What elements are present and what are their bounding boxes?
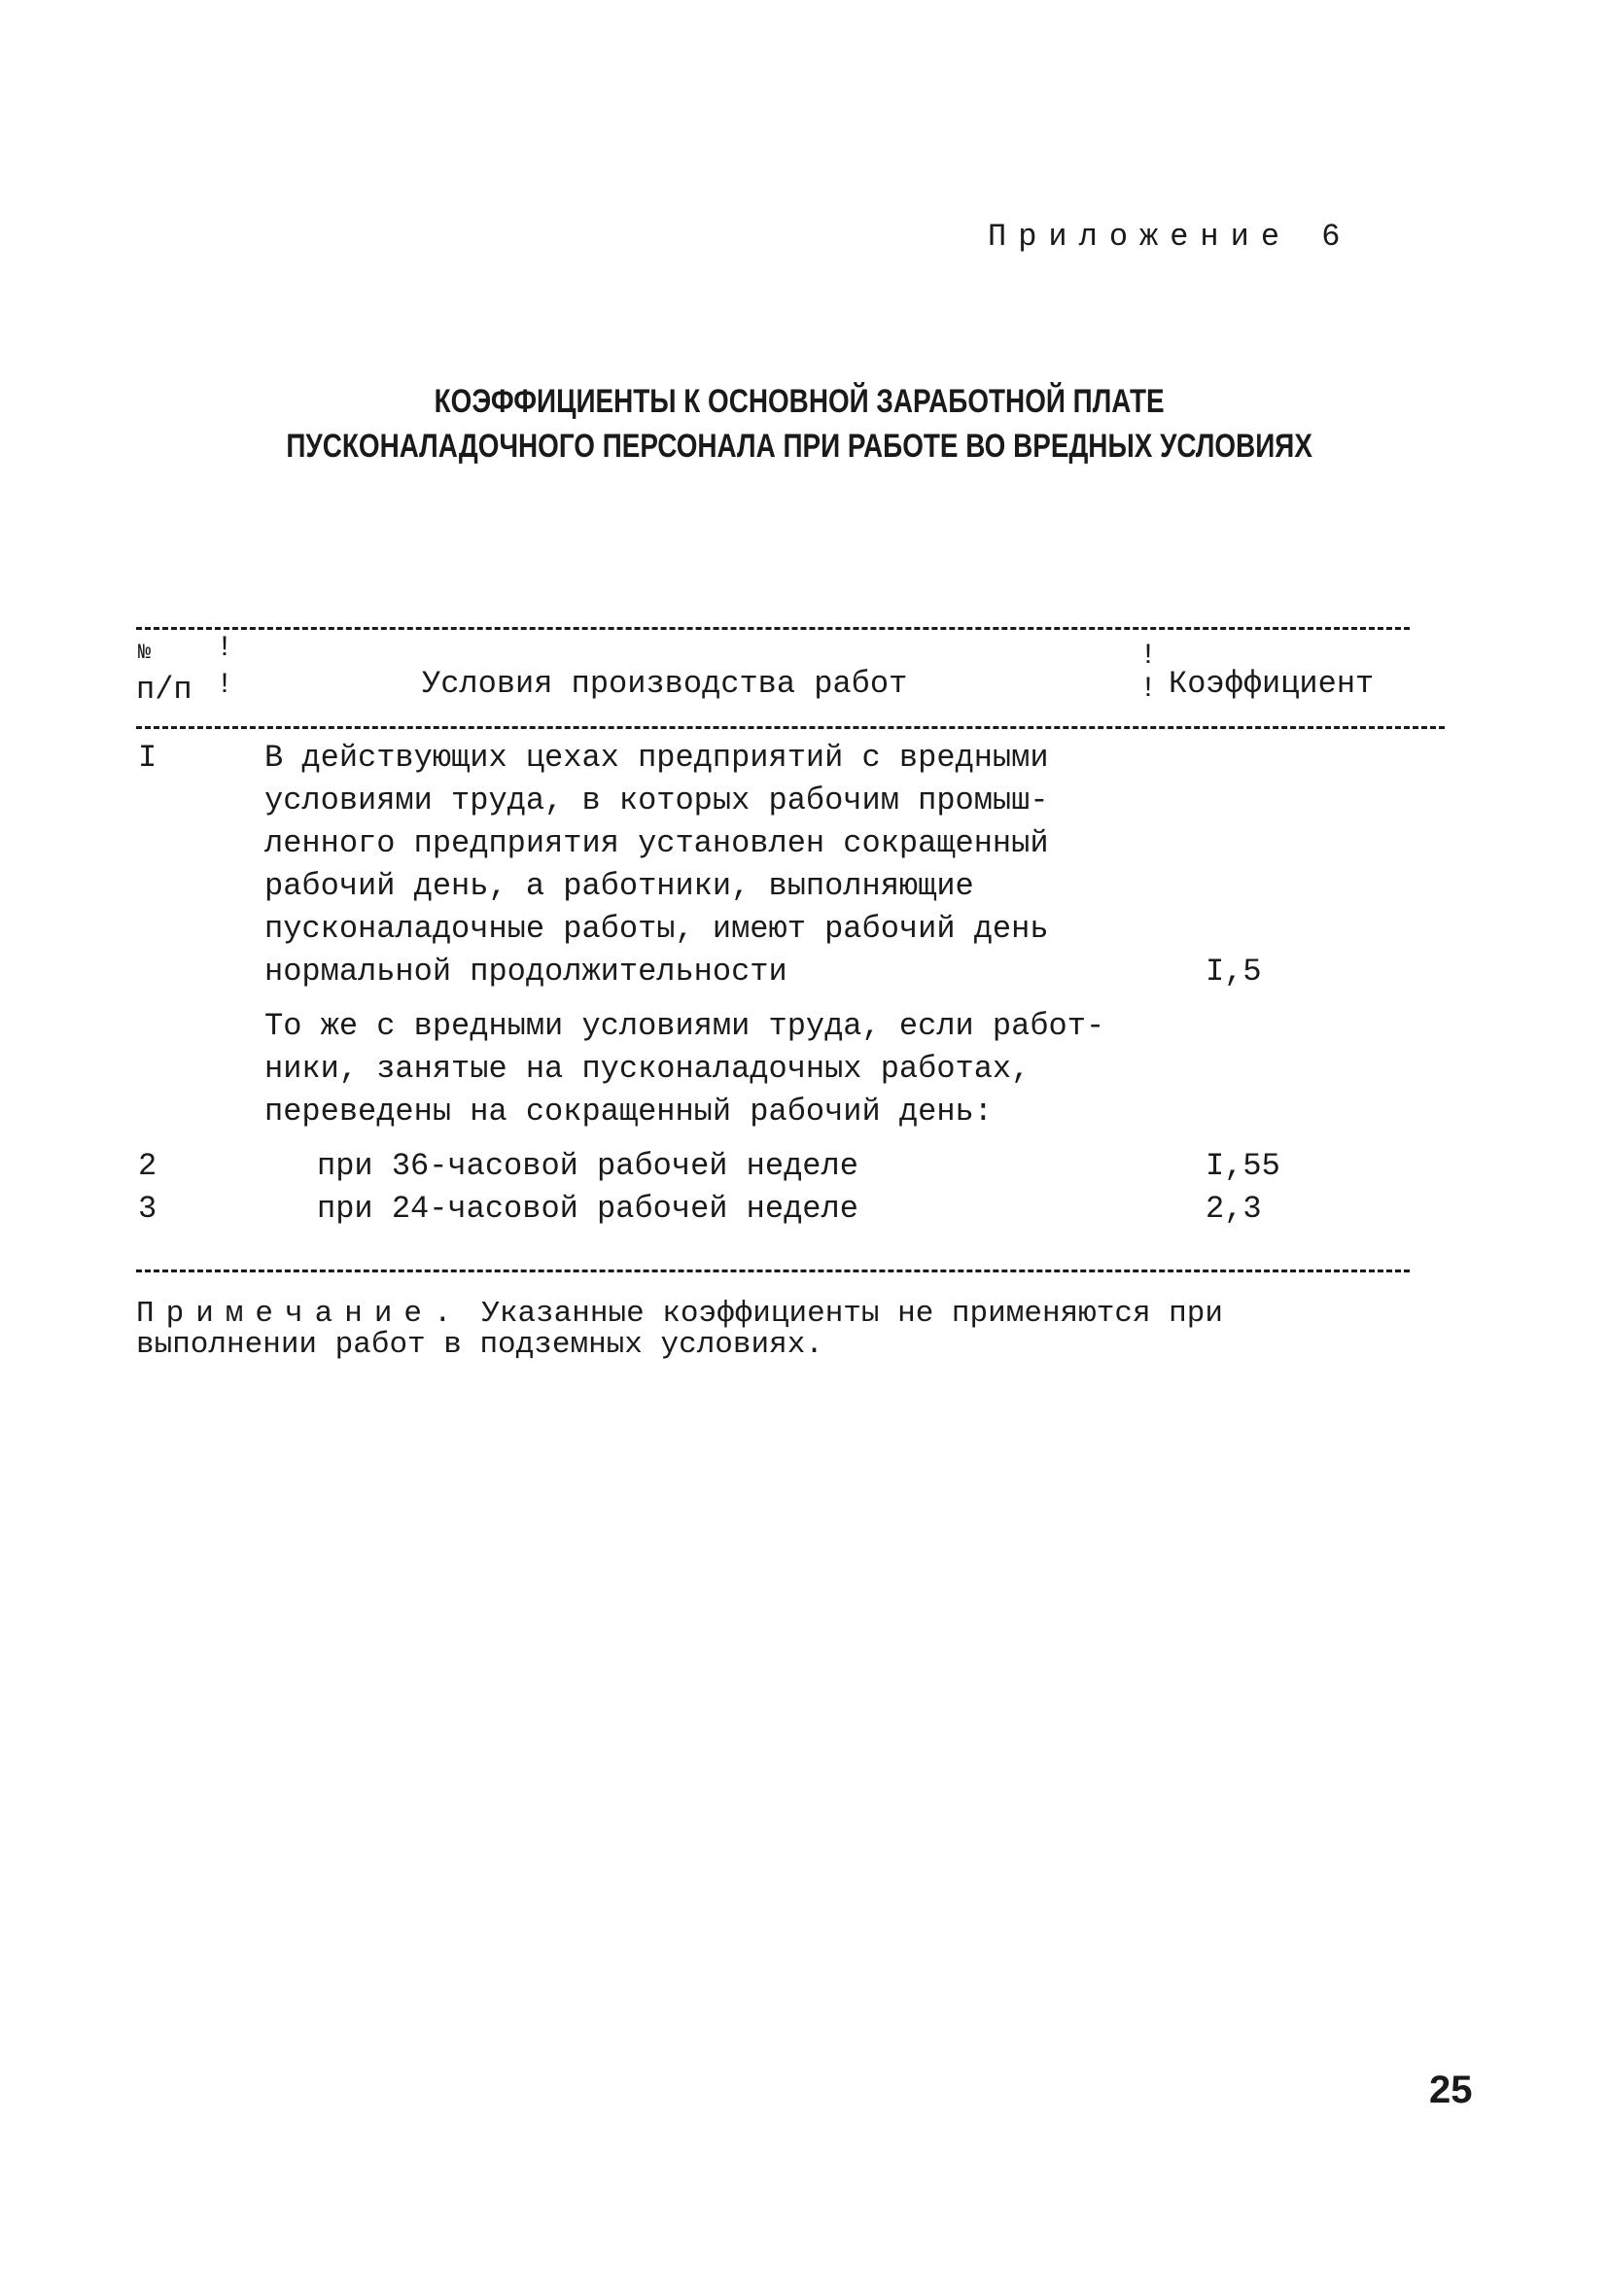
table-top-rule	[136, 627, 1410, 630]
row-coefficient: I,5	[1206, 954, 1262, 990]
row-condition-line: ники, занятые на пусконаладочных работах,	[264, 1051, 1031, 1087]
row-coefficient: I,55	[1206, 1148, 1280, 1184]
header-conditions: Условия производства работ	[422, 666, 908, 702]
row-condition-line: нормальной продолжительности	[264, 954, 787, 990]
header-separator: !	[216, 669, 234, 702]
document-title	[140, 379, 1458, 469]
header-coefficient: Коэффициент	[1169, 666, 1375, 702]
header-separator: !	[1139, 673, 1158, 706]
note	[136, 1299, 1400, 1361]
appendix-label: Приложение 6	[988, 219, 1352, 255]
header-bottom-rule	[136, 726, 1445, 729]
note-lead: Примечание.	[136, 1297, 464, 1331]
row-number: 3	[138, 1191, 157, 1227]
header-separator: !	[216, 632, 234, 665]
row-condition-line: условиями труда, в которых рабочим промыш-	[264, 783, 1049, 818]
row-condition-line: переведены на сокращенный рабочий день:	[264, 1094, 993, 1130]
row-condition-line: То же с вредными условиями труда, если работ-	[264, 1008, 1105, 1044]
row-number: I	[138, 740, 157, 776]
page-number: 25	[1429, 2069, 1473, 2111]
row-condition-line: ленного предприятия установлен сокращенный	[264, 825, 1049, 861]
row-number: 2	[138, 1148, 157, 1184]
header-num-symbol: №	[138, 641, 152, 665]
title-line-1: КОЭФФИЦИЕНТЫ К ОСНОВНОЙ ЗАРАБОТНОЙ ПЛАТЕ	[434, 383, 1165, 420]
table-bottom-rule	[136, 1270, 1410, 1272]
row-condition-line: пусконаладочные работы, имеют рабочий день	[264, 911, 1049, 947]
row-coefficient: 2,3	[1206, 1191, 1262, 1227]
header-separator: !	[1139, 640, 1158, 673]
row-condition-line: рабочий день, а работники, выполняющие	[264, 868, 974, 904]
row-condition-line: при 36-часовой рабочей неделе	[317, 1148, 858, 1184]
note-text: Указанные коэффициенты не применяются при выполнении работ в подземных условиях.	[136, 1297, 1223, 1362]
title-line-2: ПУСКОНАЛАДОЧНОГО ПЕРСОНАЛА ПРИ РАБОТЕ ВО ВРЕДНЫХ УСЛОВИЯХ	[286, 428, 1312, 465]
header-num: п/п	[136, 672, 192, 708]
row-condition-line: при 24-часовой рабочей неделе	[317, 1191, 858, 1227]
row-condition-line: В действующих цехах предприятий с вредными	[264, 740, 1049, 776]
